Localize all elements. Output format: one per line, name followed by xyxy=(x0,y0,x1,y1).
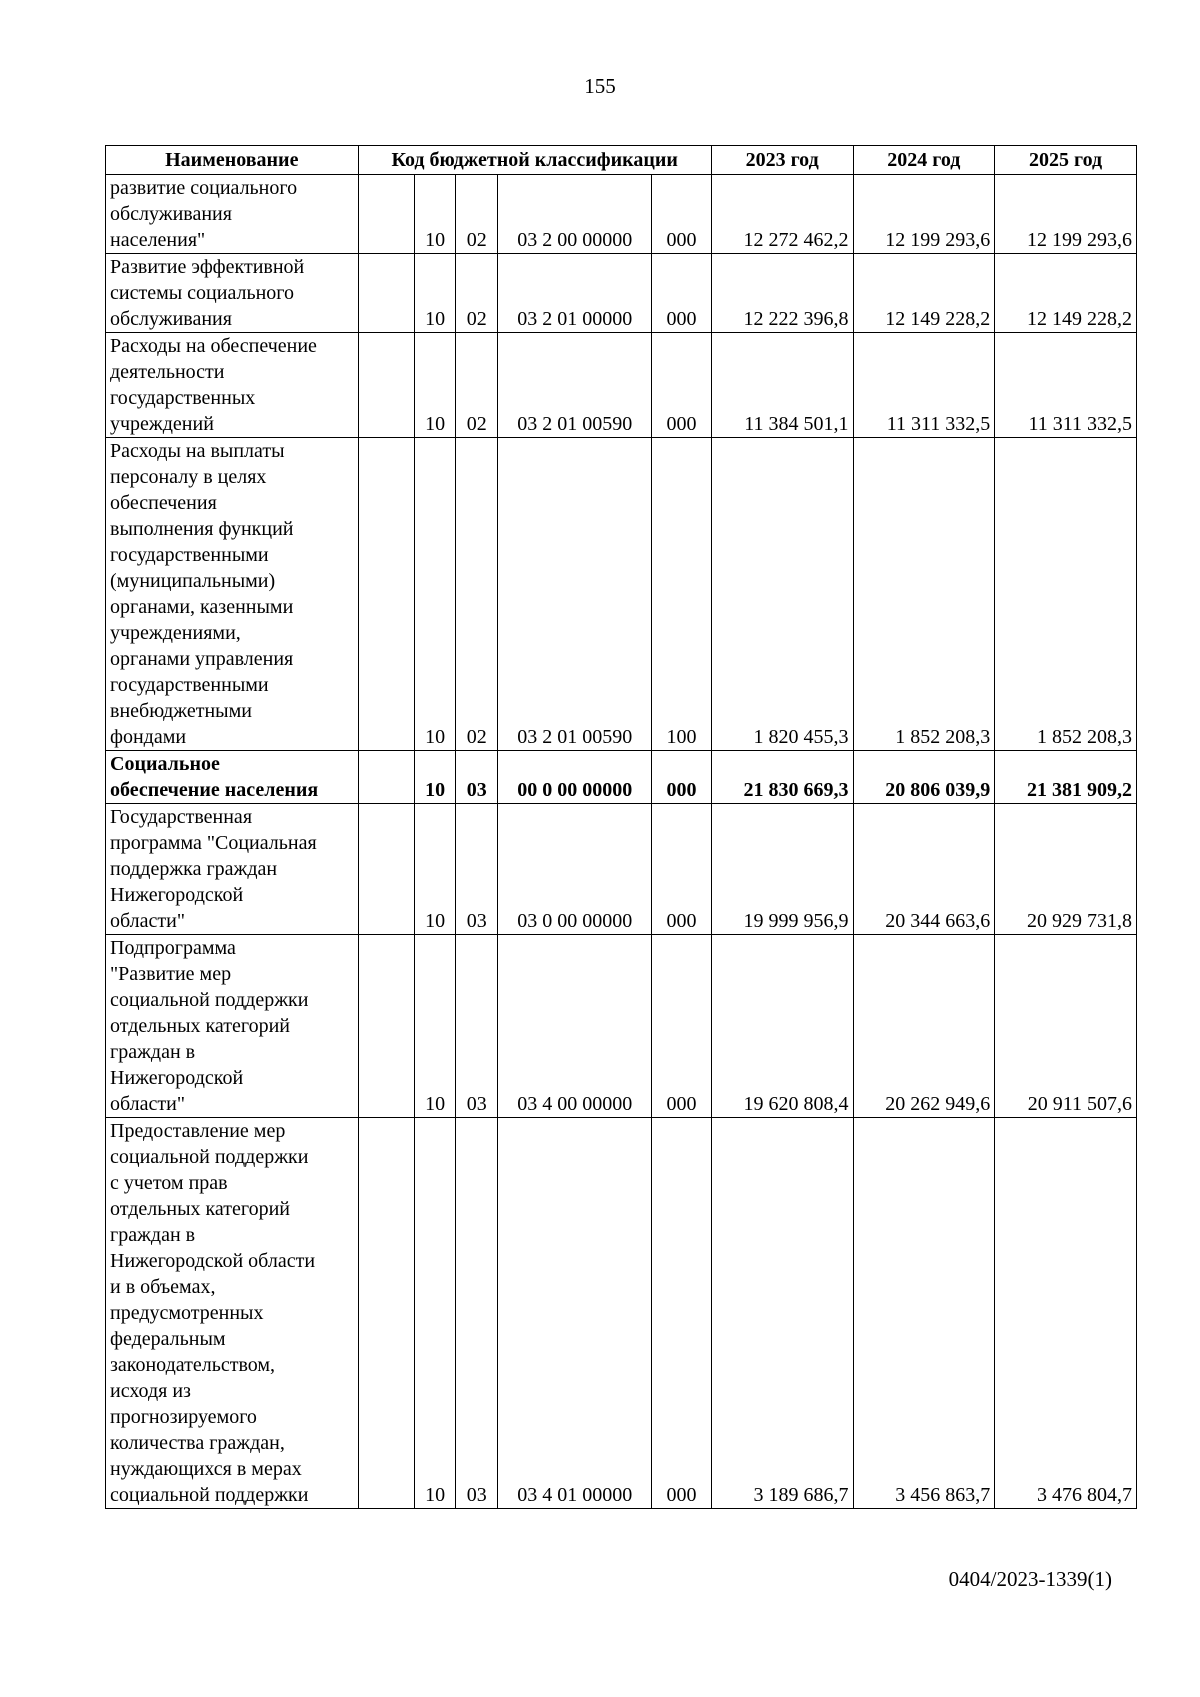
code-article-cell: 03 0 00 00000 xyxy=(498,804,652,935)
value-2024-cell: 20 344 663,6 xyxy=(853,804,995,935)
code-section-cell xyxy=(358,254,414,333)
code-section-cell xyxy=(358,333,414,438)
table-row xyxy=(106,1118,1137,1509)
value-2023-cell: 3 189 686,7 xyxy=(711,1118,853,1509)
code-chapter-cell: 10 xyxy=(415,254,456,333)
code-article-cell: 00 0 00 00000 xyxy=(498,751,652,804)
header-code: Код бюджетной классификации xyxy=(358,146,711,175)
code-section-cell xyxy=(358,175,414,254)
code-chapter-cell: 10 xyxy=(415,1118,456,1509)
value-2025-cell: 20 911 507,6 xyxy=(995,935,1137,1118)
document-code: 0404/2023-1339(1) xyxy=(948,1567,1112,1591)
code-expense-type-cell: 000 xyxy=(652,804,712,935)
code-subsection-cell: 02 xyxy=(456,438,498,751)
code-subsection-cell: 03 xyxy=(456,751,498,804)
value-2025-cell: 12 149 228,2 xyxy=(995,254,1137,333)
value-2023-cell: 11 384 501,1 xyxy=(711,333,853,438)
name-cell: Расходы на выплаты персоналу в целях обеспечения выполнения функций государственными (муниципальными) органами, казенными учреждениями, органами управления государственными внебюджетными фондами xyxy=(106,438,359,751)
value-2023-cell: 19 620 808,4 xyxy=(711,935,853,1118)
code-section-cell xyxy=(358,438,414,751)
value-2023-cell: 1 820 455,3 xyxy=(711,438,853,751)
code-section-cell xyxy=(358,935,414,1118)
value-2024-cell: 12 149 228,2 xyxy=(853,254,995,333)
code-subsection-cell: 02 xyxy=(456,333,498,438)
code-chapter-cell: 10 xyxy=(415,935,456,1118)
name-cell: Социальное обеспечение населения xyxy=(106,751,359,804)
value-2025-cell: 12 199 293,6 xyxy=(995,175,1137,254)
code-article-cell: 03 2 01 00000 xyxy=(498,254,652,333)
code-subsection-cell: 03 xyxy=(456,935,498,1118)
value-2025-cell: 21 381 909,2 xyxy=(995,751,1137,804)
code-expense-type-cell: 100 xyxy=(652,438,712,751)
code-article-cell: 03 4 00 00000 xyxy=(498,935,652,1118)
table-row xyxy=(106,804,1137,935)
value-2024-cell: 20 806 039,9 xyxy=(853,751,995,804)
header-name: Наименование xyxy=(106,146,359,175)
name-cell: Подпрограмма "Развитие мер социальной поддержки отдельных категорий граждан в Нижегородской области" xyxy=(106,935,359,1118)
code-subsection-cell: 02 xyxy=(456,254,498,333)
header-2023: 2023 год xyxy=(711,146,853,175)
code-expense-type-cell: 000 xyxy=(652,333,712,438)
code-article-cell: 03 2 01 00590 xyxy=(498,333,652,438)
code-chapter-cell: 10 xyxy=(415,438,456,751)
table-row xyxy=(106,254,1137,333)
code-article-cell: 03 2 00 00000 xyxy=(498,175,652,254)
value-2024-cell: 20 262 949,6 xyxy=(853,935,995,1118)
value-2025-cell: 3 476 804,7 xyxy=(995,1118,1137,1509)
code-section-cell xyxy=(358,804,414,935)
code-article-cell: 03 2 01 00590 xyxy=(498,438,652,751)
value-2024-cell: 11 311 332,5 xyxy=(853,333,995,438)
code-section-cell xyxy=(358,1118,414,1509)
table-row xyxy=(106,175,1137,254)
code-subsection-cell: 02 xyxy=(456,175,498,254)
value-2023-cell: 19 999 956,9 xyxy=(711,804,853,935)
code-chapter-cell: 10 xyxy=(415,333,456,438)
table-row xyxy=(106,438,1137,751)
header-row xyxy=(106,146,1137,175)
table-row xyxy=(106,333,1137,438)
value-2025-cell: 20 929 731,8 xyxy=(995,804,1137,935)
code-article-cell: 03 4 01 00000 xyxy=(498,1118,652,1509)
page-number: 155 xyxy=(584,74,616,98)
code-expense-type-cell: 000 xyxy=(652,935,712,1118)
value-2025-cell: 11 311 332,5 xyxy=(995,333,1137,438)
budget-table xyxy=(105,145,1137,1509)
name-cell: Предоставление мер социальной поддержки с учетом прав отдельных категорий граждан в Нижегородской области и в объемах, предусмотренных федеральным законодательством, исходя из прогнозируемого количества граждан, нуждающихся в мерах социальной поддержки xyxy=(106,1118,359,1509)
name-cell: Государственная программа "Социальная поддержка граждан Нижегородской области" xyxy=(106,804,359,935)
name-cell: Развитие эффективной системы социального обслуживания xyxy=(106,254,359,333)
table-body xyxy=(106,175,1137,1509)
name-cell: развитие социального обслуживания населения" xyxy=(106,175,359,254)
header-2024: 2024 год xyxy=(853,146,995,175)
value-2023-cell: 21 830 669,3 xyxy=(711,751,853,804)
code-chapter-cell: 10 xyxy=(415,175,456,254)
value-2024-cell: 1 852 208,3 xyxy=(853,438,995,751)
header-2025: 2025 год xyxy=(995,146,1137,175)
code-expense-type-cell: 000 xyxy=(652,751,712,804)
code-subsection-cell: 03 xyxy=(456,1118,498,1509)
code-chapter-cell: 10 xyxy=(415,751,456,804)
code-section-cell xyxy=(358,751,414,804)
value-2025-cell: 1 852 208,3 xyxy=(995,438,1137,751)
table-row xyxy=(106,751,1137,804)
value-2024-cell: 3 456 863,7 xyxy=(853,1118,995,1509)
value-2023-cell: 12 272 462,2 xyxy=(711,175,853,254)
table-row xyxy=(106,935,1137,1118)
code-expense-type-cell: 000 xyxy=(652,1118,712,1509)
value-2023-cell: 12 222 396,8 xyxy=(711,254,853,333)
value-2024-cell: 12 199 293,6 xyxy=(853,175,995,254)
code-expense-type-cell: 000 xyxy=(652,175,712,254)
name-cell: Расходы на обеспечение деятельности государственных учреждений xyxy=(106,333,359,438)
code-subsection-cell: 03 xyxy=(456,804,498,935)
code-chapter-cell: 10 xyxy=(415,804,456,935)
code-expense-type-cell: 000 xyxy=(652,254,712,333)
